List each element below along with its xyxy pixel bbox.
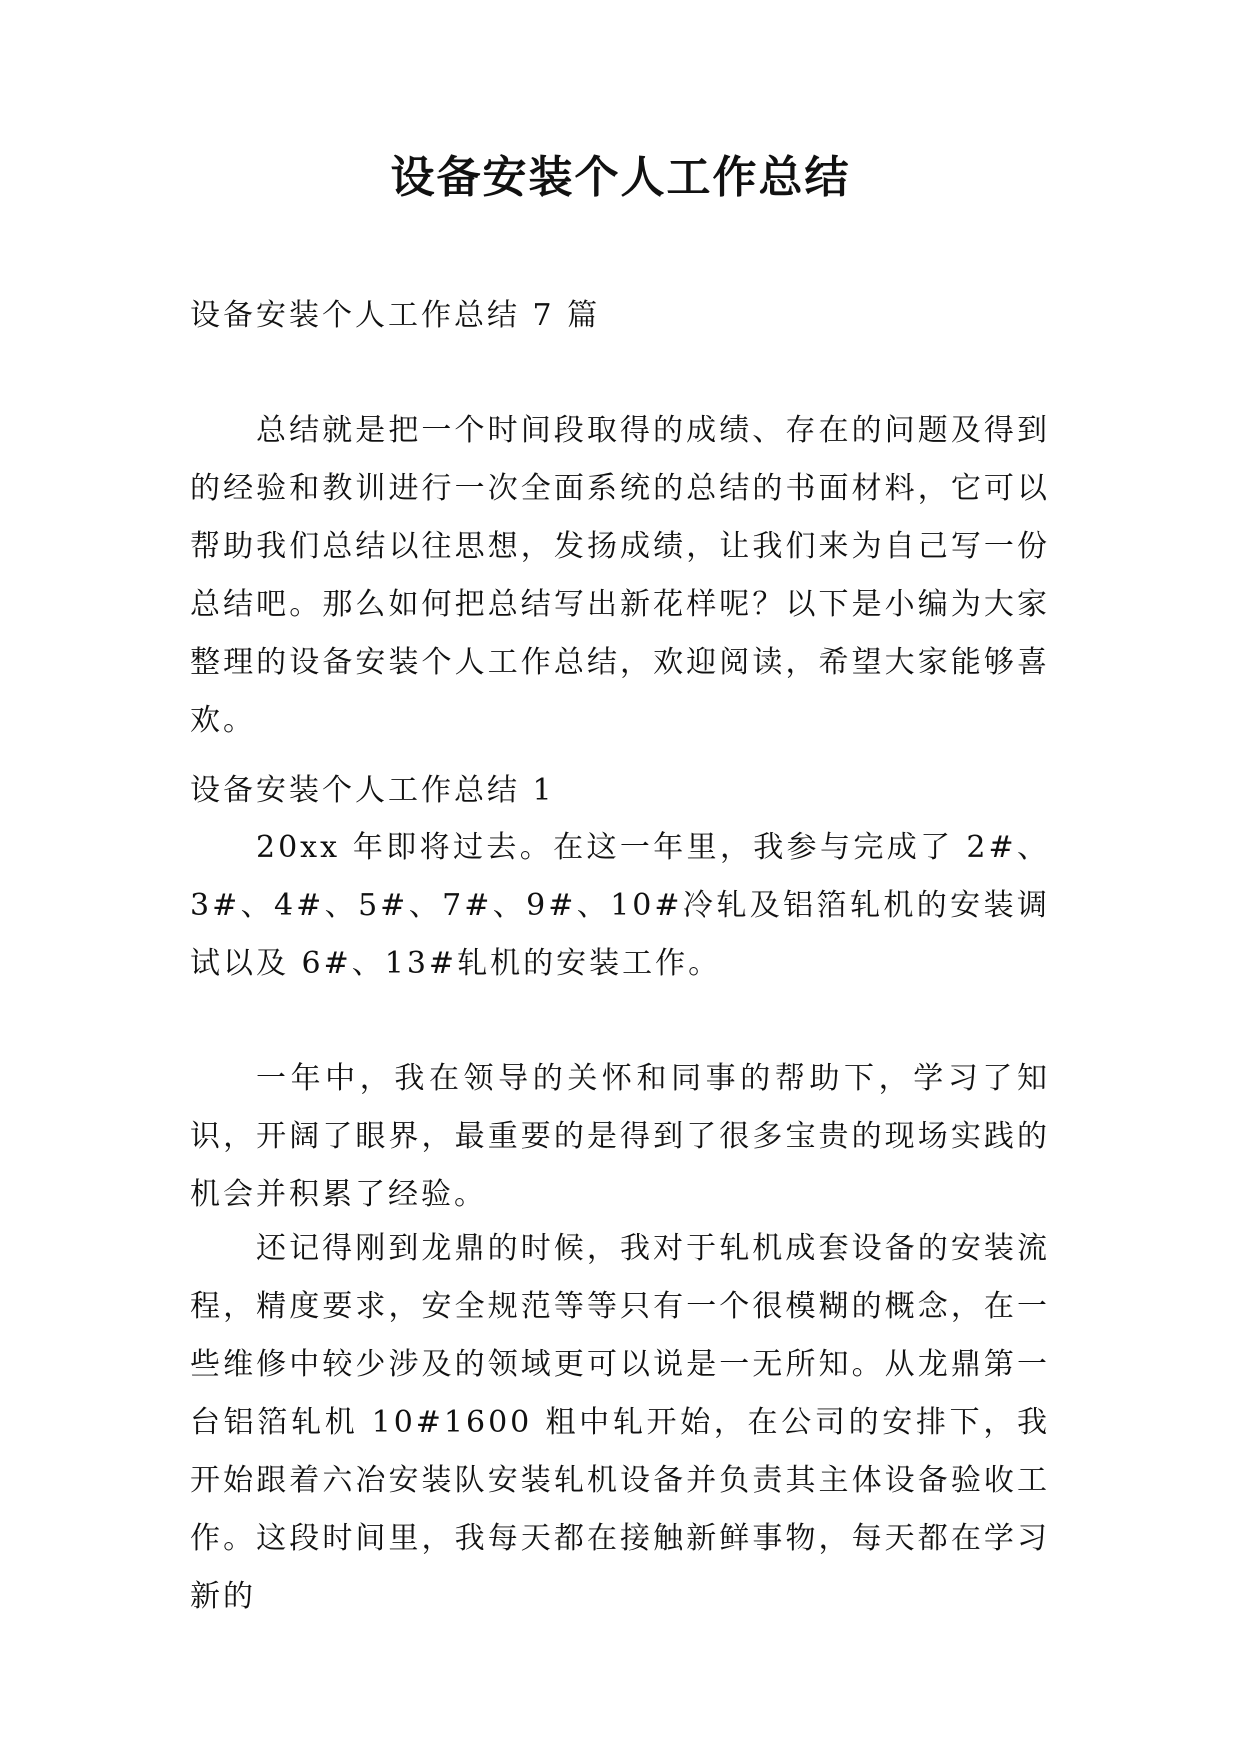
- document-subtitle: 设备安装个人工作总结 7 篇: [190, 298, 601, 333]
- document-title: 设备安装个人工作总结: [390, 152, 851, 203]
- intro-paragraph: 总结就是把一个时间段取得的成绩、存在的问题及得到的经验和教训进行一次全面系统的总结的书面材料，它可以帮助我们总结以往思想，发扬成绩，让我们来为自己写一份总结吧。那么如何把总结写出新花样呢？以下是小编为大家整理的设备安装个人工作总结，欢迎阅读，希望大家能够喜欢。: [190, 413, 1050, 738]
- body-paragraph: 一年中，我在领导的关怀和同事的帮助下，学习了知识，开阔了眼界，最重要的是得到了很多宝贵的现场实践的机会并积累了经验。: [190, 1061, 1050, 1212]
- section-heading: 设备安装个人工作总结 1: [190, 773, 555, 808]
- body-paragraph: 还记得刚到龙鼎的时候，我对于轧机成套设备的安装流程，精度要求，安全规范等等只有一个很模糊的概念，在一些维修中较少涉及的领域更可以说是一无所知。从龙鼎第一台铝箔轧机 10#1600 粗中轧开始，在公司的安排下，我开始跟着六冶安装队安装轧机设备并负责其主体设备验收工作。这段时间里，我每天都在接触新鲜事物，每天都在学习新的: [190, 1231, 1050, 1614]
- body-paragraph: 20xx 年即将过去。在这一年里，我参与完成了 2#、3#、4#、5#、7#、9#、10#冷轧及铝箔轧机的安装调试以及 6#、13#轧机的安装工作。: [190, 830, 1050, 981]
